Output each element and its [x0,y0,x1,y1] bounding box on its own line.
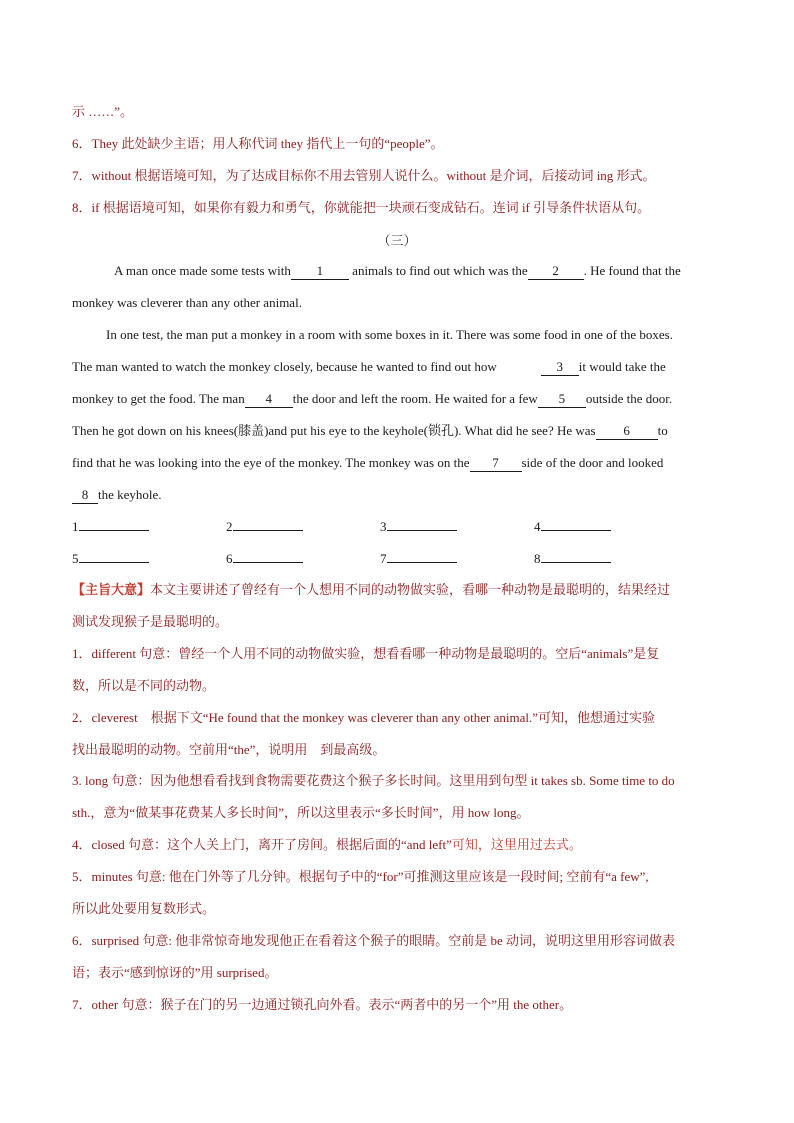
answer-number: 4 [534,519,541,534]
answer-slot-3[interactable] [380,516,457,535]
passage-line-1 [114,261,764,281]
passage-text: Then he got down on his knees(膝盖)and put his eye to the keyhole(锁孔). What did he see? He was [72,423,596,438]
explanation-3-line-1: 3. long 句意：因为他想看看找到食物需要花费这个猴子多长时间。这里用到句型 it takes sb. Some time to do [72,773,675,788]
blank-3: 3 [541,359,579,376]
explanation-6-line-1: 6．surprised 句意: 他非常惊奇地发现他正在看着这个猴子的眼睛。空前是 be 动词，说明这里用形容词做表 [72,933,676,948]
answer-number: 3 [380,519,387,534]
answer-number: 7 [380,551,387,566]
passage-text: it would take the [578,359,666,374]
explanation-3-line-2: sth.，意为“做某事花费某人多长时间”，所以这里表示“多长时间”，用 how long。 [72,805,530,820]
passage-text: to [657,423,668,438]
answer-blank[interactable] [233,516,303,531]
explanation-5-line-1: 5．minutes 句意: 他在门外等了几分钟。根据句子中的“for”可推测这里应该是一段时间; 空前有“a few”, [72,869,649,884]
passage-line-3: In one test, the man put a monkey in a room with some boxes in it. There was some food in one of the boxes. [106,327,673,342]
answer-blank[interactable] [387,548,457,563]
explanation-2-line-2: 找出最聪明的动物。空前用“the”，说明用 到最高级。 [72,742,386,757]
passage-line-8 [72,485,722,505]
answer-blank[interactable] [541,516,611,531]
main-idea-line-2: 测试发现猴子是最聪明的。 [72,614,229,629]
passage-line-6 [72,421,722,441]
answer-blank[interactable] [387,516,457,531]
explanation-5-line-2: 所以此处要用复数形式。 [72,901,216,916]
explanation-1-line-2: 数，所以是不同的动物。 [72,678,216,693]
answer-number: 8 [534,551,541,566]
answer-number: 6 [226,551,233,566]
passage-text: outside the door. [585,391,673,406]
passage-text: find that he was looking into the eye of the monkey. The monkey was on the [72,455,470,470]
blank-5: 5 [538,391,586,408]
explanation-7-line-1: 7．other 句意：猴子在门的另一边通过锁孔向外看。表示“两者中的另一个”用 the other。 [72,997,573,1012]
answer-slot-2[interactable] [226,516,303,535]
passage-text: The man wanted to watch the monkey closely, because he wanted to find out how [72,359,497,374]
passage-line-4 [72,357,722,377]
passage-line-5 [72,389,722,409]
answer-number: 5 [72,551,79,566]
passage-text: . He found that the [583,263,681,278]
passage-text: animals to find out which was the [352,263,528,278]
answer-slot-8[interactable] [534,548,611,567]
answer-blank[interactable] [233,548,303,563]
answer-number: 2 [226,519,233,534]
answer-slot-6[interactable] [226,548,303,567]
explanation-4-line-1 [72,835,722,855]
top-line-1: 6．They 此处缺少主语；用人称代词 they 指代上一句的“people”。 [72,136,444,151]
blank-2: 2 [528,263,584,280]
answer-blank[interactable] [79,516,149,531]
answer-slot-4[interactable] [534,516,611,535]
blank-6: 6 [596,423,658,440]
answer-number: 1 [72,519,79,534]
answer-slot-5[interactable] [72,548,149,567]
explanation-2-line-1: 2．cleverest 根据下文“He found that the monkey was cleverer than any other animal.”可知，他想通过实验 [72,710,656,725]
blank-4: 4 [245,391,293,408]
top-line-0: 示 ……”。 [72,104,134,119]
explanation-text-highlight: 可知，这里用过去式。 [451,837,582,852]
answer-blank[interactable] [541,548,611,563]
top-line-2: 7．without 根据语境可知，为了达成目标你不用去管别人说什么。without 是介词，后接动词 ing 形式。 [72,168,656,183]
explanation-1-line-1: 1．different 句意：曾经一个人用不同的动物做实验，想看看哪一种动物是最聪明的。空后“animals”是复 [72,646,660,661]
blank-7: 7 [470,455,522,472]
passage-text: the door and left the room. He waited for a few [292,391,538,406]
main-idea-line-1 [72,580,722,600]
main-idea-text: 本文主要讲述了曾经有一个人想用不同的动物做实验，看哪一种动物是最聪明的，结果经过 [150,582,671,597]
answer-slot-1[interactable] [72,516,149,535]
explanation-text: 4．closed 句意：这个人关上门，离开了房间。根据后面的“and left” [72,837,452,852]
main-idea-tag: 【主旨大意】 [72,582,151,597]
passage-text: side of the door and looked [521,455,664,470]
blank-8: 8 [72,487,98,504]
passage-text: the keyhole. [98,487,162,502]
passage-text: A man once made some tests with [114,263,291,278]
blank-1: 1 [291,263,349,280]
passage-text: monkey to get the food. The man [72,391,245,406]
passage-line-2: monkey was cleverer than any other animal. [72,295,302,310]
passage-line-7 [72,453,722,473]
answer-blank[interactable] [79,548,149,563]
answer-slot-7[interactable] [380,548,457,567]
section-title: （三） [377,233,417,248]
top-line-3: 8．if 根据语境可知，如果你有毅力和勇气，你就能把一块顽石变成钻石。连词 if 引导条件状语从句。 [72,200,651,215]
explanation-6-line-2: 语；表示“感到惊讶的”用 surprised。 [72,965,278,980]
